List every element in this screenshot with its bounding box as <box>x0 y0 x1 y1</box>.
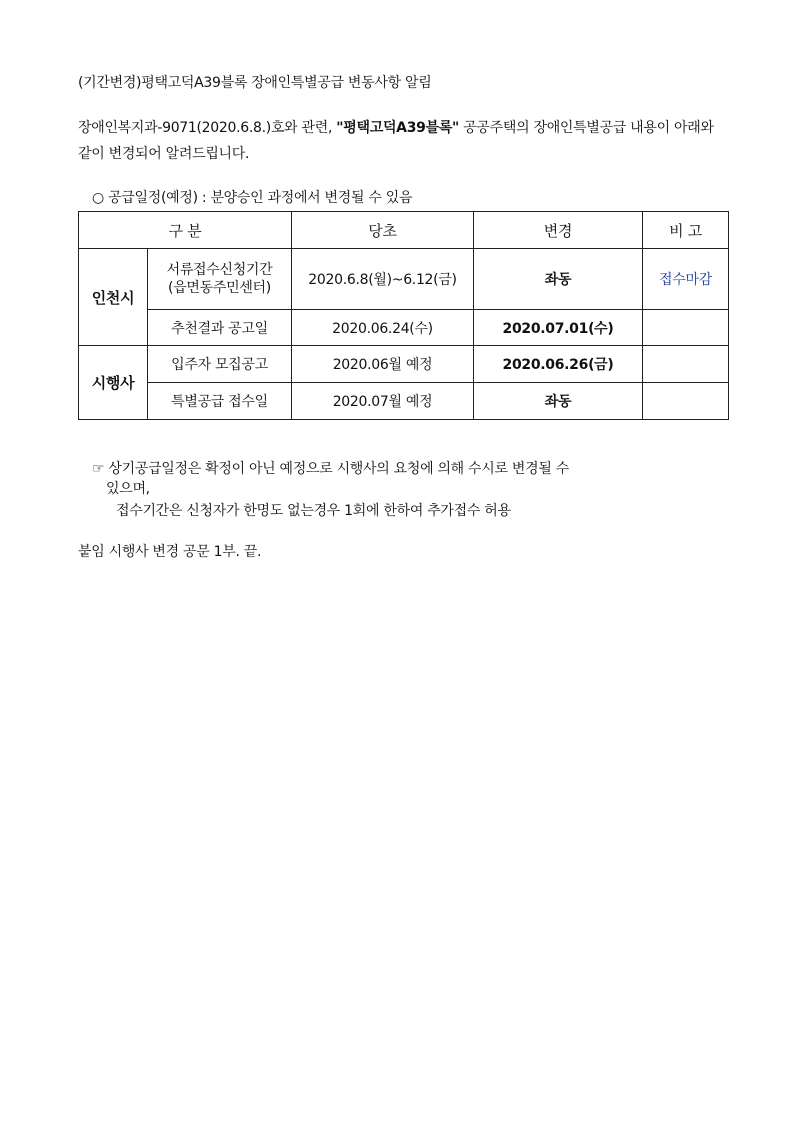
table-row <box>79 346 729 383</box>
row-remarks: 접수마감 <box>643 249 729 310</box>
table-row <box>79 383 729 420</box>
row-changed: 좌동 <box>474 249 643 310</box>
row-remarks <box>643 346 729 383</box>
row-original: 2020.06월 예정 <box>292 346 474 383</box>
schedule-heading: ○ 공급일정(예정) : 분양승인 과정에서 변경될 수 있음 <box>92 190 413 206</box>
table-row <box>79 249 729 310</box>
header-remarks: 비 고 <box>643 212 729 249</box>
header-changed: 변경 <box>474 212 643 249</box>
row-item-line1: 서류접수신청기간 <box>166 262 273 278</box>
row-changed: 2020.06.26(금) <box>474 346 643 383</box>
schedule-note <box>92 459 732 521</box>
table-row <box>79 310 729 346</box>
row-item-line2: (읍면동주민센터) <box>168 280 271 296</box>
row-original: 2020.06.24(수) <box>292 310 474 346</box>
row-remarks <box>643 383 729 420</box>
intro-text-end: 공공주택의 장애인특별공급 내용이 아래와 같이 변경되어 알려드립니다. <box>78 120 714 162</box>
intro-project-name: "평택고덕A39블록" <box>336 120 460 136</box>
row-original: 2020.07월 예정 <box>292 383 474 420</box>
row-remarks <box>643 310 729 346</box>
note-line: ☞ 상기공급일정은 확정이 아닌 예정으로 시행사의 요청에 의해 수시로 변경될 수 <box>92 461 569 477</box>
row-changed: 좌동 <box>474 383 643 420</box>
note-line: 있으며, <box>106 481 150 497</box>
group-developer: 시행사 <box>79 346 148 420</box>
document-title: (기간변경)평택고덕A39블록 장애인특별공급 변동사항 알림 <box>78 75 432 91</box>
attachment-line: 붙임 시행사 변경 공문 1부. 끝. <box>78 544 262 560</box>
intro-paragraph <box>78 115 730 167</box>
intro-text-start: 장애인복지과-9071(2020.6.8.)호와 관련, <box>78 120 337 136</box>
row-changed: 2020.07.01(수) <box>474 310 643 346</box>
note-line: 접수기간은 신청자가 한명도 없는경우 1회에 한하여 추가접수 허용 <box>116 503 511 519</box>
schedule-table <box>78 211 729 420</box>
row-item: 입주자 모집공고 <box>148 346 292 383</box>
row-item: 특별공급 접수일 <box>148 383 292 420</box>
group-incheon: 인천시 <box>79 249 148 346</box>
row-original: 2020.6.8(월)~6.12(금) <box>292 249 474 310</box>
row-item: 추천결과 공고일 <box>148 310 292 346</box>
header-category: 구 분 <box>79 212 292 249</box>
table-header-row <box>79 212 729 249</box>
header-original: 당초 <box>292 212 474 249</box>
row-item <box>148 249 292 310</box>
